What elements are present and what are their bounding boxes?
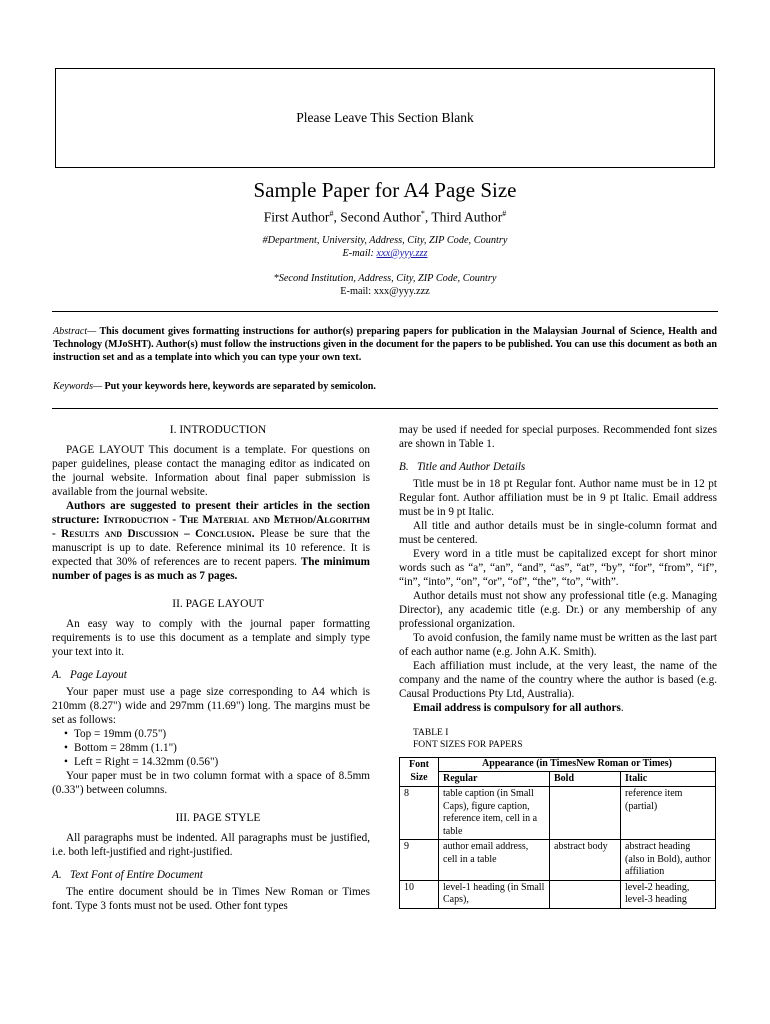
list-item: • Left = Right = 14.32mm (0.56") <box>74 755 370 769</box>
table-row: 9 author email address, cell in a table abstract body abstract heading (also in Bold), author affiliation <box>400 840 716 881</box>
header-appearance: Appearance (in TimesNew Roman or Times) <box>439 758 716 772</box>
section-heading: I. INTRODUCTION <box>169 424 267 436</box>
affiliation-1-email <box>0 247 770 260</box>
list-item: • Bottom = 28mm (1.1") <box>74 741 370 755</box>
divider-bottom <box>52 408 718 409</box>
abstract-text: This document gives formatting instructions for author(s) preparing papers for publication in the Malaysian Journal of Science, Health and Technology (MJoSHT). Author(s) must follow the instructions given in the document for the papers to be published. You can use this document as both an instruction set and as a template into which you can type your own text. <box>53 326 717 363</box>
header-font-size: Font Size <box>400 758 439 787</box>
header-bold: Bold <box>550 771 621 787</box>
paragraph: Email address is compulsory for all authors. <box>413 702 624 714</box>
left-column <box>52 423 370 913</box>
keywords-text: Put your keywords here, keywords are separated by semicolon. <box>101 381 376 392</box>
paragraph: Authors are suggested to present their articles in the section structure: Introduction - The Material and Method/Algorithm - Results and Discussion – Conclusion. Please be sure that the manuscript is up to date. Reference minimal its 10 reference. It is expected that 30% of references are to recent papers. The minimum number of pages is as much as 7 pages. <box>52 500 370 582</box>
keywords-lead: Keywords— <box>53 381 102 392</box>
subsection-heading: A. Text Font of Entire Document <box>52 869 203 881</box>
margin-list <box>52 727 370 769</box>
subsection-heading: A. Page Layout <box>52 669 127 681</box>
keywords <box>53 381 717 392</box>
paragraph: All paragraphs must be indented. All paragraphs must be justified, i.e. both left-justified and right-justified. <box>52 832 370 858</box>
author-name: Third Author <box>431 209 503 225</box>
subsection-heading: B. Title and Author Details <box>399 461 526 473</box>
section-heading: II. PAGE LAYOUT <box>172 598 264 610</box>
table-subheader-row <box>400 771 716 787</box>
author-mark: # <box>329 209 334 218</box>
header-regular: Regular <box>439 771 550 787</box>
divider-top <box>52 311 718 312</box>
table-label: TABLE I <box>413 728 449 738</box>
abstract <box>53 326 717 364</box>
affiliation-2-line: *Second Institution, Address, City, ZIP Code, Country <box>273 273 497 284</box>
list-item: • Top = 19mm (0.75") <box>74 727 370 741</box>
paragraph: PAGE LAYOUT This document is a template. For questions on paper guidelines, please contact the managing editor as indicated on the journal website. Information about final paper submission is available from the journal website. <box>52 444 370 498</box>
email-label: E-mail: <box>342 248 377 259</box>
paragraph: Your paper must be in two column format with a space of 8.5mm (0.33") between columns. <box>52 770 370 796</box>
affiliation-1 <box>0 234 770 260</box>
affiliation-1-line: #Department, University, Address, City, ZIP Code, Country <box>262 235 508 246</box>
blank-section-note: Please Leave This Section Blank <box>296 110 474 125</box>
table-row: 8 table caption (in Small Caps), figure caption, reference item, cell in a table reference item (partial) <box>400 787 716 840</box>
paragraph: The entire document should be in Times New Roman or Times font. Type 3 fonts must not be used. Other font types <box>52 886 370 912</box>
paragraph: Title must be in 18 pt Regular font. Author name must be in 12 pt Regular font. Author affiliation must be in 9 pt Italic. Email address must be in 9 pt Italic. <box>399 478 717 518</box>
affiliation-2 <box>0 272 770 298</box>
email-link[interactable]: xxx@yyy.zzz <box>376 248 428 259</box>
paragraph: All title and author details must be in single-column format and must be centered. <box>399 520 717 546</box>
right-column <box>399 423 717 909</box>
table-title: FONT SIZES FOR PAPERS <box>413 740 523 750</box>
paragraph: Every word in a title must be capitalized except for short minor words such as “a”, “an”, “and”, “as”, “at”, “by”, “for”, “from”, “if”, “in”, “into”, “on”, “or”, “of”, “the”, “to”, “with”. <box>399 548 717 588</box>
header-italic: Italic <box>621 771 716 787</box>
section-heading: III. PAGE STYLE <box>175 812 261 824</box>
table-row: 10 level-1 heading (in Small Caps), level-2 heading, level-3 heading <box>400 880 716 908</box>
paragraph: To avoid confusion, the family name must be written as the last part of each author name (e.g. John A.K. Smith). <box>399 632 718 658</box>
author-mark: * <box>420 209 425 218</box>
paragraph: An easy way to comply with the journal paper formatting requirements is to use this document as a template and simply type your text into it. <box>52 618 370 658</box>
table-header-row <box>400 758 716 772</box>
paragraph: Your paper must use a page size corresponding to A4 which is 210mm (8.27") wide and 297mm (11.69") long. The margins must be set as follows: <box>52 686 370 726</box>
author-name: First Author <box>263 209 330 225</box>
author-name: Second Author <box>340 209 421 225</box>
font-size-table <box>399 757 716 909</box>
paragraph: may be used if needed for special purposes. Recommended font sizes are shown in Table 1. <box>399 424 717 450</box>
paper-title: Sample Paper for A4 Page Size <box>253 178 517 202</box>
paragraph: Author details must not show any professional title (e.g. Managing Director), any academic title (e.g. Dr.) or any membership of any professional organization. <box>399 590 717 630</box>
reserved-blank-section <box>55 68 715 168</box>
paragraph: Each affiliation must include, at the very least, the name of the company and the name of the country where the author is based (e.g. Causal Productions Pty Ltd, Australia). <box>399 660 717 700</box>
abstract-lead: Abstract— <box>53 326 97 337</box>
author-mark: # <box>502 209 507 218</box>
affiliation-2-email: E-mail: xxx@yyy.zzz <box>340 286 430 297</box>
author-list: First Author#, Second Author*, Third Author# <box>263 209 507 225</box>
